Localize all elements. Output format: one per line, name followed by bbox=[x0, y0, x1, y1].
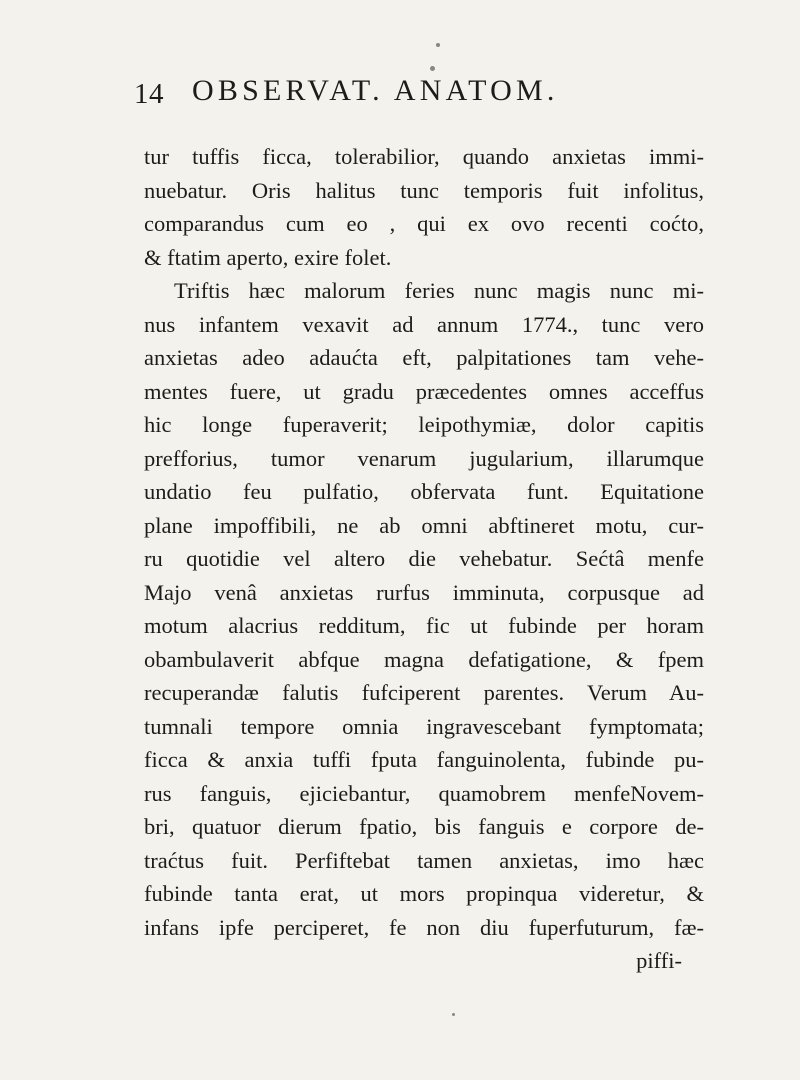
text-line: rus fanguis, ejiciebantur, quamobrem menfeNovem- bbox=[144, 780, 704, 806]
text-line: traćtus fuit. Perfiftebat tamen anxietas, imo hæc bbox=[144, 847, 704, 873]
text-line: tur tuffis ficca, tolerabilior, quando anxietas immi- bbox=[144, 144, 704, 169]
page-header bbox=[134, 74, 694, 114]
text-line: tumnali tempore omnia ingravescebant fymptomata; bbox=[144, 713, 704, 739]
catchword: piffi- bbox=[636, 948, 682, 973]
text-line: infans ipfe perciperet, fe non diu fuperfuturum, fæ- bbox=[144, 914, 704, 940]
running-title: OBSERVAT. ANATOM. bbox=[192, 74, 559, 107]
text-line: anxietas adeo adaućta eft, palpitationes tam vehe- bbox=[144, 345, 704, 370]
text-line: fubinde tanta erat, ut mors propinqua videretur, & bbox=[144, 881, 704, 906]
text-line: recuperandæ falutis fufciperent parentes. Verum Au- bbox=[144, 680, 704, 705]
text-line: Triftis hæc malorum feries nunc magis nunc mi- bbox=[174, 278, 704, 303]
text-line: prefforius, tumor venarum jugularium, illarumque bbox=[144, 445, 704, 471]
text-line: nus infantem vexavit ad annum 1774., tunc vero bbox=[144, 311, 704, 337]
text-line: motum alacrius redditum, fic ut fubinde per horam bbox=[144, 613, 704, 638]
page-number: 14 bbox=[134, 78, 164, 110]
text-line: ficca & anxia tuffi fputa fanguinolenta, fubinde pu- bbox=[144, 747, 704, 772]
text-line: undatio feu pulfatio, obfervata funt. Equitatione bbox=[144, 479, 704, 504]
text-line: & ftatim aperto, exire folet. bbox=[144, 244, 392, 270]
text-line: Majo venâ anxietas rurfus imminuta, corpusque ad bbox=[144, 579, 704, 605]
body-text bbox=[144, 140, 704, 978]
ink-speck bbox=[452, 1013, 455, 1016]
ink-speck bbox=[436, 43, 440, 47]
text-line: obambulaverit abfque magna defatigatione, & fpem bbox=[144, 646, 704, 672]
ink-speck bbox=[430, 66, 435, 71]
text-line: ru quotidie vel altero die vehebatur. Sećtâ menfe bbox=[144, 546, 704, 571]
text-line: hic longe fuperaverit; leipothymiæ, dolor capitis bbox=[144, 412, 704, 437]
text-line: nuebatur. Oris halitus tunc temporis fuit infolitus, bbox=[144, 177, 704, 203]
text-line: bri, quatuor dierum fpatio, bis fanguis e corpore de- bbox=[144, 814, 704, 839]
text-line: plane impoffibili, ne ab omni abftineret motu, cur- bbox=[144, 512, 704, 538]
text-line: comparandus cum eo , qui ex ovo recenti coćto, bbox=[144, 211, 704, 236]
text-line: mentes fuere, ut gradu præcedentes omnes acceffus bbox=[144, 378, 704, 404]
